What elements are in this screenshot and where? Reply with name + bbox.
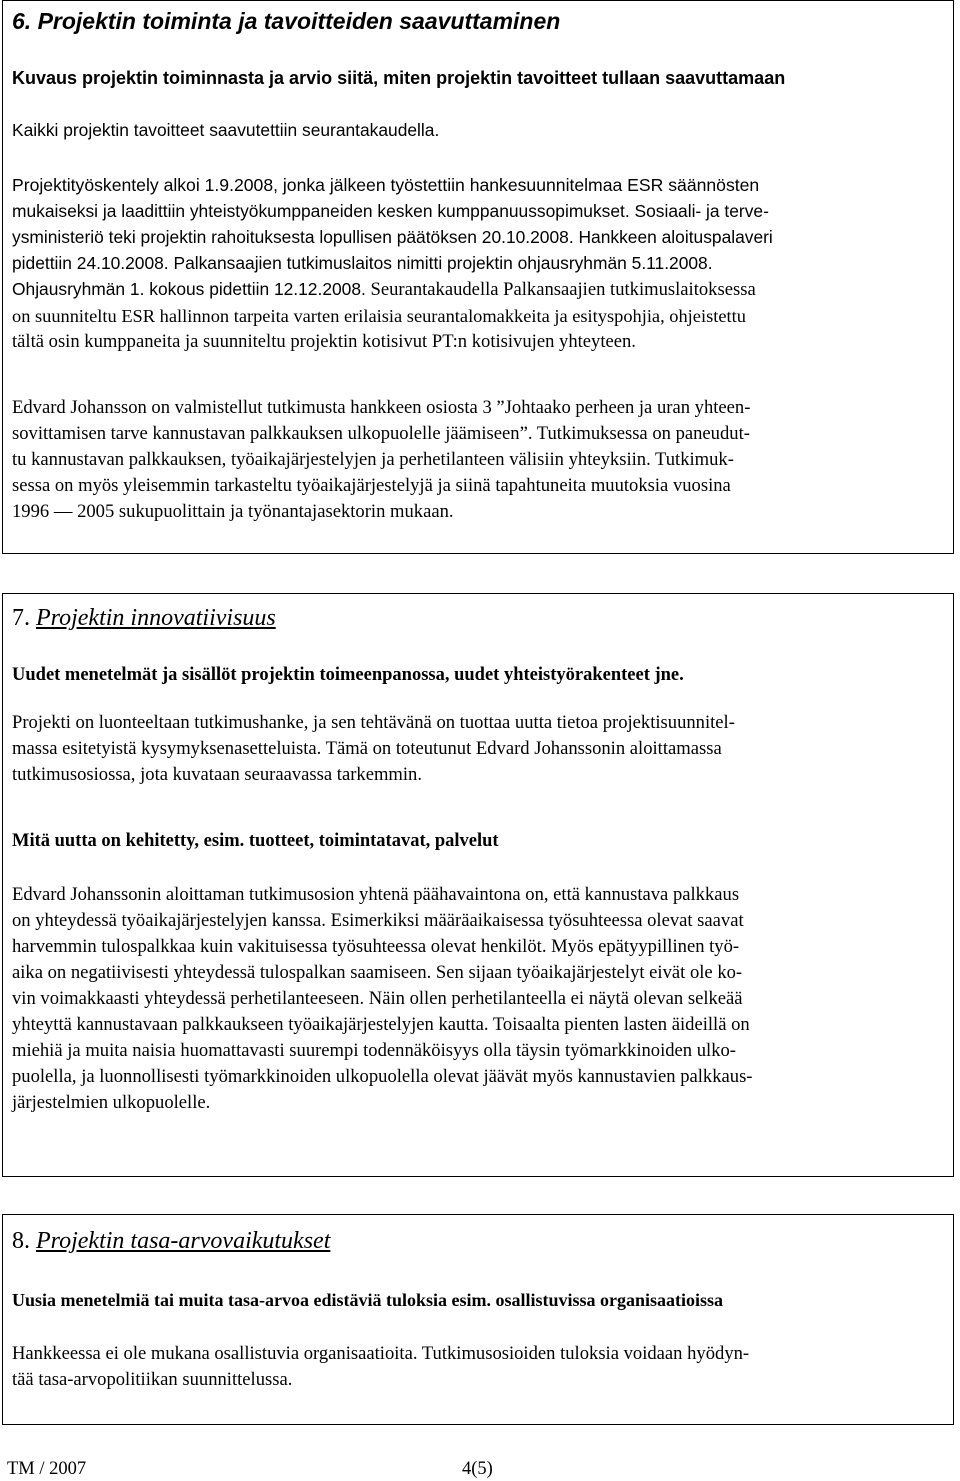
section-6-paragraph-2: Projektityöskentely alkoi 1.9.2008, jonka jälkeen työstettiin hankesuunnitelmaa ESR säännösten mukaiseksi ja laadittiin yhteistyökumppaneiden kesken kumppanuussopimukset. Sosiaali- ja terve- ysministeriö teki projektin rahoituksesta lopullisen päätöksen 20.10.2008. Hankkeen aloituspalaveri pidettiin 24.10.2008. Palkansaajien tutkimuslaitos nimitti projektin ohjausryhmän 5.11.2008. Ohjausryhmän 1. kokous pidettiin 12.12.2008. Seurantakaudella Palkansaajien tutkimuslaitoksessa on suunniteltu ESR hallinnon tarpeita varten erilaisia seurantalomakkeita ja esityspohjia, ohjeistettu tältä osin kumppaneita ja suunniteltu projektin kotisivut PT:n kotisivujen yhteyteen.	[12, 175, 773, 352]
section-7-subheading-1: Uudet menetelmät ja sisällöt projektin toimeenpanossa, uudet yhteistyörakenteet jne.	[12, 665, 684, 685]
section-7-title: 7. Projektin innovatiivisuus	[12, 605, 276, 631]
section-8-box	[2, 1214, 954, 1425]
section-6-title: 6. Projektin toiminta ja tavoitteiden saavuttaminen	[12, 8, 561, 34]
section-8-paragraph-1: Hankkeessa ei ole mukana osallistuvia organisaatioita. Tutkimusosioiden tuloksia voidaan hyödyn- tää tasa-arvopolitiikan suunnittelussa.	[12, 1343, 750, 1390]
section-6-paragraph-1: Kaikki projektin tavoitteet saavutettiin seurantakaudella.	[12, 120, 440, 140]
section-8-subheading: Uusia menetelmiä tai muita tasa-arvoa edistäviä tuloksia esim. osallistuvissa organisaatioissa	[12, 1290, 724, 1310]
section-6-paragraph-3: Edvard Johansson on valmistellut tutkimusta hankkeen osiosta 3 ”Johtaako perheen ja uran yhteen- sovittamisen tarve kannustavan palkkauksen ulkopuolelle jäämiseen”. Tutkimuksessa on paneudut- tu kannustavan palkkauksen, työaikajärjestelyjen ja perhetilanteen välisiin yhteyksiin. Tutkimuk- sessa on myös yleisemmin tarkasteltu työaikajärjestelyjä ja siinä tapahtuneita muutoksia vuosina 1996 ― 2005 sukupuolittain ja työnantajasektorin mukaan.	[12, 397, 751, 522]
page-number: 4(5)	[462, 1459, 493, 1479]
footer-left: TM / 2007	[7, 1459, 87, 1479]
section-7-subheading-2: Mitä uutta on kehitetty, esim. tuotteet, toimintatavat, palvelut	[12, 831, 499, 851]
section-7-paragraph-1: Projekti on luonteeltaan tutkimushanke, ja sen tehtävänä on tuottaa uutta tietoa projektisuunnitel- massa esitetyistä kysymyksenasetteluista. Tämä on toteutunut Edvard Johanssonin aloittamassa tutkimusosiossa, jota kuvataan seuraavassa tarkemmin.	[12, 712, 735, 785]
section-8-title: 8. Projektin tasa-arvovaikutukset	[12, 1228, 331, 1254]
section-7-paragraph-2: Edvard Johanssonin aloittaman tutkimusosion yhtenä päähavaintona on, että kannustava palkkaus on yhteydessä työaikajärjestelyjen kanssa. Esimerkiksi määräaikaisessa työsuhteessa olevat saavat harvemmin tulospalkkaa kuin vakituisessa työsuhteessa olevat henkilöt. Myös epätyypillinen työ- aika on negatiivisesti yhteydessä tulospalkan saamiseen. Sen sijaan työaikajärjestelyt eivät ole ko- vin voimakkaasti yhteydessä perhetilanteeseen. Näin ollen perhetilanteella ei näytä olevan selkeää yhteyttä kannustavaan palkkaukseen työaikajärjestelyjen kautta. Toisaalta pienten lasten äideillä on miehiä ja muita naisia huomattavasti suurempi todennäköisyys olla täysin työmarkkinoiden ulko- puolella, ja luonnollisesti työmarkkinoiden ulkopuolella olevat jäävät myös kannustavien palkkaus- järjestelmien ulkopuolelle.	[12, 884, 753, 1113]
section-6-box	[2, 0, 954, 554]
section-7-box	[2, 593, 954, 1177]
section-6-subheading: Kuvaus projektin toiminnasta ja arvio siitä, miten projektin tavoitteet tullaan saavuttamaan	[12, 68, 786, 88]
